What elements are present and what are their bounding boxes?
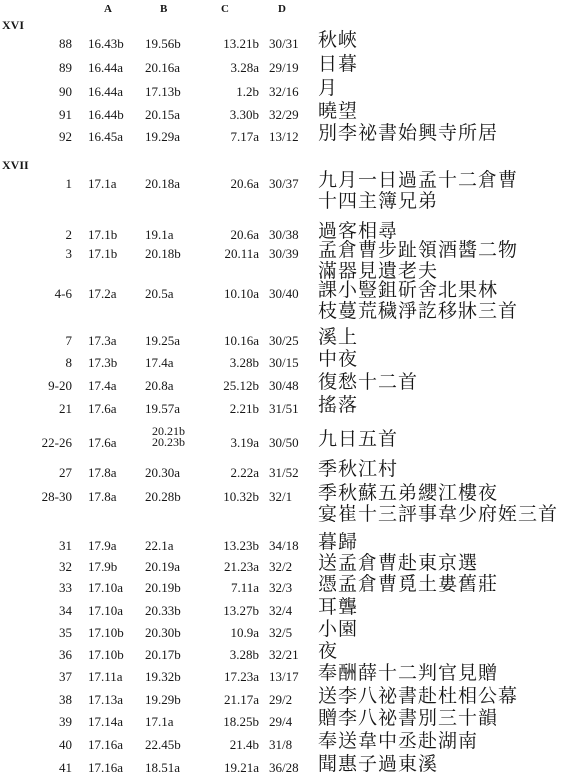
column-d-value: 32/29 xyxy=(269,107,299,122)
poem-number: 3 xyxy=(65,246,72,261)
column-b-value: 17.1a xyxy=(145,714,174,729)
poem-title: 小園 xyxy=(318,618,359,640)
table-row xyxy=(0,122,564,148)
table-row xyxy=(0,573,564,599)
column-d-value: 30/50 xyxy=(269,435,299,450)
poem-number: 92 xyxy=(59,129,72,144)
column-b-value: 20.33b xyxy=(145,603,181,618)
column-d-value: 36/28 xyxy=(269,760,299,775)
column-b-value: 20.16a xyxy=(145,60,181,75)
column-d-value: 30/25 xyxy=(269,333,299,348)
column-b-value: 19.25a xyxy=(145,333,181,348)
column-c-value: 21.17a xyxy=(223,692,259,707)
column-c-value: 13.27b xyxy=(223,603,259,618)
column-c-value: 3.30b xyxy=(229,107,259,122)
poem-title: 奉送韋中丞赴湖南 xyxy=(318,730,479,752)
column-b-value: 17.13b xyxy=(145,84,181,99)
column-c-value: 3.28b xyxy=(229,647,259,662)
column-c-value: 3.28b xyxy=(229,355,259,370)
column-header-a: A xyxy=(104,3,113,15)
column-a-value: 17.3b xyxy=(88,355,118,370)
section-label: XVI xyxy=(2,18,25,32)
poem-title-line-2: 十四主簿兄弟 xyxy=(318,190,439,212)
column-a-value: 17.10b xyxy=(88,647,124,662)
poem-title: 憑孟倉曹覓土婁舊莊 xyxy=(318,573,499,595)
column-a-value: 17.1b xyxy=(88,246,118,261)
poem-number: 27 xyxy=(59,465,72,480)
poem-title: 聞惠子過東溪 xyxy=(318,753,439,775)
column-c-value: 1.2b xyxy=(236,84,259,99)
poem-number: 2 xyxy=(65,227,72,242)
table-row xyxy=(0,531,564,557)
column-a-value: 17.1a xyxy=(88,176,117,191)
column-c-value: 10.16a xyxy=(223,333,259,348)
column-d-value: 13/12 xyxy=(269,129,299,144)
column-a-value: 17.1b xyxy=(88,227,118,242)
table-row xyxy=(0,169,564,212)
column-c-value: 21.4b xyxy=(229,737,259,752)
column-c-value: 20.6a xyxy=(230,227,259,242)
column-a-value: 16.44b xyxy=(88,107,124,122)
column-c-value: 21.23a xyxy=(223,559,259,574)
poem-title: 搖落 xyxy=(318,394,359,416)
poem-number: 36 xyxy=(59,647,72,662)
poem-title: 曉望 xyxy=(318,100,359,122)
column-b-value: 19.1a xyxy=(145,227,174,242)
column-a-value: 17.6a xyxy=(88,435,117,450)
column-b-line: 20.23b xyxy=(152,435,185,449)
column-c-value: 13.21b xyxy=(223,36,259,51)
poem-title: 孟倉曹步趾領酒醬二物 xyxy=(318,239,519,261)
poem-number: 9-20 xyxy=(48,378,72,393)
table-row xyxy=(0,77,564,103)
poem-number: 35 xyxy=(59,625,72,640)
poem-number: 31 xyxy=(59,538,72,553)
poem-number: 1 xyxy=(65,176,72,191)
column-b-value: 19.29b xyxy=(145,692,181,707)
column-b-value: 20.19b xyxy=(145,580,181,595)
column-b-value: 20.28b xyxy=(145,489,181,504)
column-a-value: 16.44a xyxy=(88,84,124,99)
column-d-value: 30/38 xyxy=(269,227,299,242)
column-b-value: 18.51a xyxy=(145,760,181,775)
column-b-value: 19.57a xyxy=(145,401,181,416)
column-b-value: 17.4a xyxy=(145,355,174,370)
column-d-value: 32/5 xyxy=(269,625,293,640)
column-a-value: 17.10b xyxy=(88,625,124,640)
column-b-value: 22.1a xyxy=(145,538,174,553)
column-d-value: 32/16 xyxy=(269,84,299,99)
column-b-value: 20.30a xyxy=(145,465,181,480)
table-row xyxy=(0,618,564,644)
poem-title-line-2: 枝蔓荒穢淨訖移牀三首 xyxy=(318,300,519,322)
table-row xyxy=(0,730,564,756)
column-a-value: 17.16a xyxy=(88,760,124,775)
poem-title: 奉酬薛十二判官見贈 xyxy=(318,662,499,684)
poem-number: 90 xyxy=(59,84,72,99)
column-a-value: 16.45a xyxy=(88,129,124,144)
column-d-value: 30/48 xyxy=(269,378,299,393)
poem-number: 41 xyxy=(59,760,72,775)
poem-number: 28-30 xyxy=(41,489,72,504)
column-a-value: 16.43b xyxy=(88,36,124,51)
table-row xyxy=(0,596,564,622)
column-d-value: 29/4 xyxy=(269,714,293,729)
poem-title: 贈李八祕書別三十韻 xyxy=(318,707,499,729)
column-c-value: 7.11a xyxy=(230,580,259,595)
column-b-value: 22.45b xyxy=(145,737,181,752)
column-b-value: 19.56b xyxy=(145,36,181,51)
poem-title: 季秋蘇五弟纓江樓夜 xyxy=(318,482,499,504)
table-row xyxy=(0,29,564,55)
table-row xyxy=(0,326,564,352)
poem-number: 91 xyxy=(59,107,72,122)
poem-number: 88 xyxy=(59,36,72,51)
column-b-value: 19.29a xyxy=(145,129,181,144)
column-c-value: 2.22a xyxy=(230,465,259,480)
poem-title-line-2: 滿器見遺老夫 xyxy=(318,260,439,282)
column-c-value: 18.25b xyxy=(223,714,259,729)
poem-title: 九日五首 xyxy=(318,428,399,450)
column-d-value: 31/52 xyxy=(269,465,299,480)
column-b-value: 20.18b xyxy=(145,246,181,261)
poem-number: 38 xyxy=(59,692,72,707)
column-d-value: 32/2 xyxy=(269,559,293,574)
poem-title: 季秋江村 xyxy=(318,458,399,480)
column-d-value: 30/37 xyxy=(269,176,299,191)
column-c-value: 10.9a xyxy=(230,625,259,640)
column-a-value: 17.9a xyxy=(88,538,117,553)
column-d-value: 30/40 xyxy=(269,286,299,301)
poem-title: 復愁十二首 xyxy=(318,371,419,393)
poem-number: 37 xyxy=(59,669,72,684)
column-a-value: 17.4a xyxy=(88,378,117,393)
column-c-value: 2.21b xyxy=(229,401,259,416)
column-d-value: 31/51 xyxy=(269,401,299,416)
table-row xyxy=(0,707,564,733)
column-c-value: 13.23b xyxy=(223,538,259,553)
column-c-value: 19.21a xyxy=(223,760,259,775)
table-row xyxy=(0,239,564,282)
column-a-value: 17.8a xyxy=(88,465,117,480)
poem-title: 耳聾 xyxy=(318,596,359,618)
poem-title-line-2: 宴崔十三評事韋少府姪三首 xyxy=(318,503,559,525)
poem-title: 夜 xyxy=(318,640,339,662)
column-d-value: 29/2 xyxy=(269,692,293,707)
poem-number: 89 xyxy=(59,60,72,75)
column-d-value: 30/31 xyxy=(269,36,299,51)
column-d-value: 13/17 xyxy=(269,669,299,684)
table-row xyxy=(0,53,564,79)
poem-title: 日暮 xyxy=(318,53,359,75)
column-c-value: 10.32b xyxy=(223,489,259,504)
poem-number: 32 xyxy=(59,559,72,574)
column-a-value: 17.2a xyxy=(88,286,117,301)
poem-number: 33 xyxy=(59,580,72,595)
column-c-value: 17.23a xyxy=(223,669,259,684)
column-b-value: 20.8a xyxy=(145,378,174,393)
poem-title: 過客相尋 xyxy=(318,220,399,242)
poem-title: 送孟倉曹赴東京選 xyxy=(318,552,479,574)
column-c-value: 25.12b xyxy=(223,378,259,393)
column-c-value: 3.28a xyxy=(230,60,259,75)
poem-title: 中夜 xyxy=(318,348,359,370)
column-d-value: 30/15 xyxy=(269,355,299,370)
column-b-value: 20.5a xyxy=(145,286,174,301)
poem-number: 34 xyxy=(59,603,72,618)
column-b-value: 20.18a xyxy=(145,176,181,191)
poem-title: 溪上 xyxy=(318,326,359,348)
poem-number: 4-6 xyxy=(54,286,72,301)
poem-number: 7 xyxy=(65,333,72,348)
poem-number: 21 xyxy=(59,401,72,416)
column-b-value: 19.32b xyxy=(145,669,181,684)
poem-number: 40 xyxy=(59,737,72,752)
table-row xyxy=(0,753,564,779)
poem-title: 送李八祕書赴杜相公幕 xyxy=(318,685,519,707)
column-a-value: 17.3a xyxy=(88,333,117,348)
column-header-d: D xyxy=(278,3,287,15)
column-a-value: 17.9b xyxy=(88,559,118,574)
column-a-value: 17.13a xyxy=(88,692,124,707)
column-b-value: 20.17b xyxy=(145,647,181,662)
column-d-value: 30/39 xyxy=(269,246,299,261)
poem-number: 22-26 xyxy=(41,435,72,450)
poem-number: 39 xyxy=(59,714,72,729)
column-a-value: 17.6a xyxy=(88,401,117,416)
column-a-value: 17.16a xyxy=(88,737,124,752)
column-d-value: 32/21 xyxy=(269,647,299,662)
column-a-value: 17.10a xyxy=(88,580,124,595)
column-header-b: B xyxy=(160,3,168,15)
table-row xyxy=(0,279,564,322)
column-b-value: 20.30b xyxy=(145,625,181,640)
table-row xyxy=(0,348,564,374)
poem-title: 暮歸 xyxy=(318,531,359,553)
column-a-value: 16.44a xyxy=(88,60,124,75)
poem-title: 月 xyxy=(318,77,339,99)
column-b-line: 20.21b xyxy=(152,424,185,438)
table-row xyxy=(0,371,564,397)
column-c-value: 10.10a xyxy=(223,286,259,301)
column-b-value: 20.15a xyxy=(145,107,181,122)
column-b-value xyxy=(152,426,185,448)
table-row xyxy=(0,424,564,454)
column-b-value: 20.19a xyxy=(145,559,181,574)
column-d-value: 32/3 xyxy=(269,580,293,595)
table-row xyxy=(0,394,564,420)
column-a-value: 17.10a xyxy=(88,603,124,618)
column-header-c: C xyxy=(221,3,230,15)
column-a-value: 17.8a xyxy=(88,489,117,504)
column-d-value: 31/8 xyxy=(269,737,293,752)
column-d-value: 29/19 xyxy=(269,60,299,75)
poem-title: 別李祕書始興寺所居 xyxy=(318,122,499,144)
column-a-value: 17.14a xyxy=(88,714,124,729)
column-d-value: 34/18 xyxy=(269,538,299,553)
column-c-value: 20.11a xyxy=(224,246,259,261)
column-c-value: 3.19a xyxy=(230,435,259,450)
column-d-value: 32/1 xyxy=(269,489,293,504)
poem-title: 九月一日過孟十二倉曹 xyxy=(318,169,519,191)
column-c-value: 20.6a xyxy=(230,176,259,191)
column-d-value: 32/4 xyxy=(269,603,293,618)
poem-title: 課小豎鉏斫舍北果林 xyxy=(318,279,499,301)
section-label: XVII xyxy=(2,158,29,172)
column-a-value: 17.11a xyxy=(88,669,123,684)
table-row xyxy=(0,458,564,484)
poem-title: 秋峽 xyxy=(318,29,359,51)
column-c-value: 7.17a xyxy=(230,129,259,144)
poem-number: 8 xyxy=(65,355,72,370)
table-row xyxy=(0,482,564,525)
